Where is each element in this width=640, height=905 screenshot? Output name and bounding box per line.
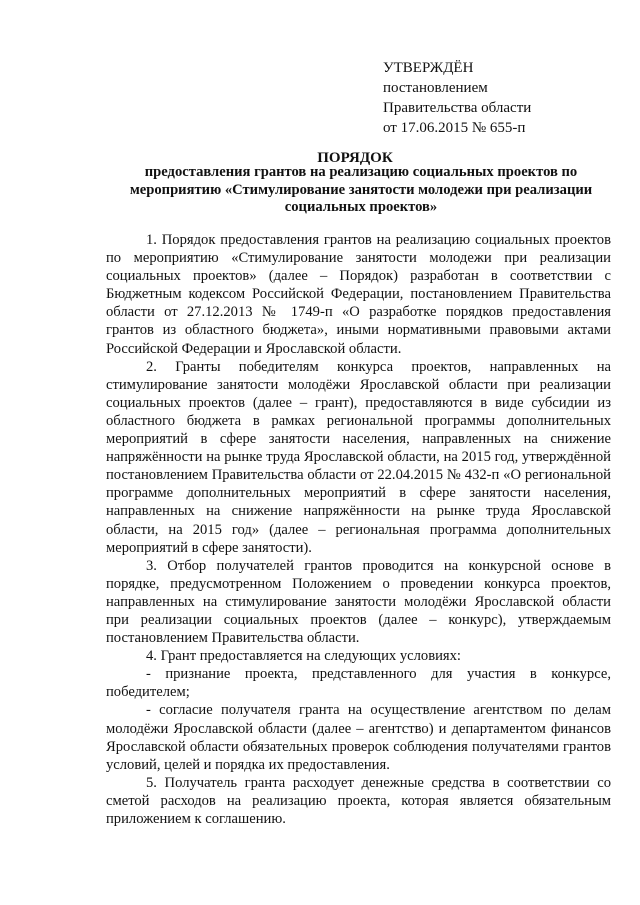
paragraph-4: 4. Грант предоставляется на следующих условиях: <box>146 648 461 665</box>
paragraph-4-condition-2: - согласие получателя гранта на осуществление агентством по делам молодёжи Ярославской области (далее – агентство) и департаментом финансов Ярославской области обязательных проверок соблюдения получателями грантов условий, целей и порядка их предоставления. <box>106 702 611 773</box>
paragraph-5: 5. Получатель гранта расходует денежные средства в соответствии со сметой расходов на реализацию проекта, которая является обязательным приложением к соглашению. <box>106 774 611 827</box>
paragraph-2: 2. Гранты победителям конкурса проектов, направленных на стимулирование занятости молодёжи Ярославской области при реализации социальных проектов (далее – грант), предоставляются в виде субсидии из областного бюджета в рамках региональной программы дополнительных мероприятий в сфере занятости населения, направленных на снижение напряжённости на рынке труда Ярославской области, на 2015 год, утверждённой постановлением Правительства области от 22.04.2015 № 432-п «О региональной программе дополнительных мероприятий в сфере занятости населения, направленных на снижение напряжённости на рынке труда Ярославской области, на 2015 год» (далее – региональная программа дополнительных мероприятий в сфере занятости). <box>106 358 611 556</box>
document-body <box>106 231 611 828</box>
paragraph-4-condition-1: - признание проекта, представленного для участия в конкурсе, победителем; <box>106 666 611 701</box>
approval-stamp <box>383 58 531 138</box>
approval-act-type: постановлением <box>383 80 488 96</box>
document-title: ПОРЯДОК <box>317 150 393 166</box>
approval-date-number: от 17.06.2015 № 655-п <box>383 120 526 136</box>
approval-authority: Правительства области <box>383 100 532 116</box>
document-subtitle: предоставления грантов на реализацию социальных проектов по мероприятию «Стимулирование занятости молодежи при реализации социальных проектов» <box>129 164 593 215</box>
paragraph-1: 1. Порядок предоставления грантов на реализацию социальных проектов по мероприятию «Стимулирование занятости молодежи при реализации социальных проектов» (далее – Порядок) разработан в соответствии с Бюджетным кодексом Российской Федерации, постановлением Правительства области от 27.12.2013 № 1749-п «О разработке порядков предоставления грантов из областного бюджета», иными нормативными правовыми актами Российской Федерации и Ярославской области. <box>106 232 611 357</box>
paragraph-3: 3. Отбор получателей грантов проводится на конкурсной основе в порядке, предусмотренном Положением о проведении конкурса проектов, направленных на стимулирование занятости молодёжи Ярославской области при реализации социальных проектов (далее – конкурс), утверждаемым постановлением Правительства области. <box>106 557 611 647</box>
approval-heading: УТВЕРЖДЁН <box>383 60 474 76</box>
